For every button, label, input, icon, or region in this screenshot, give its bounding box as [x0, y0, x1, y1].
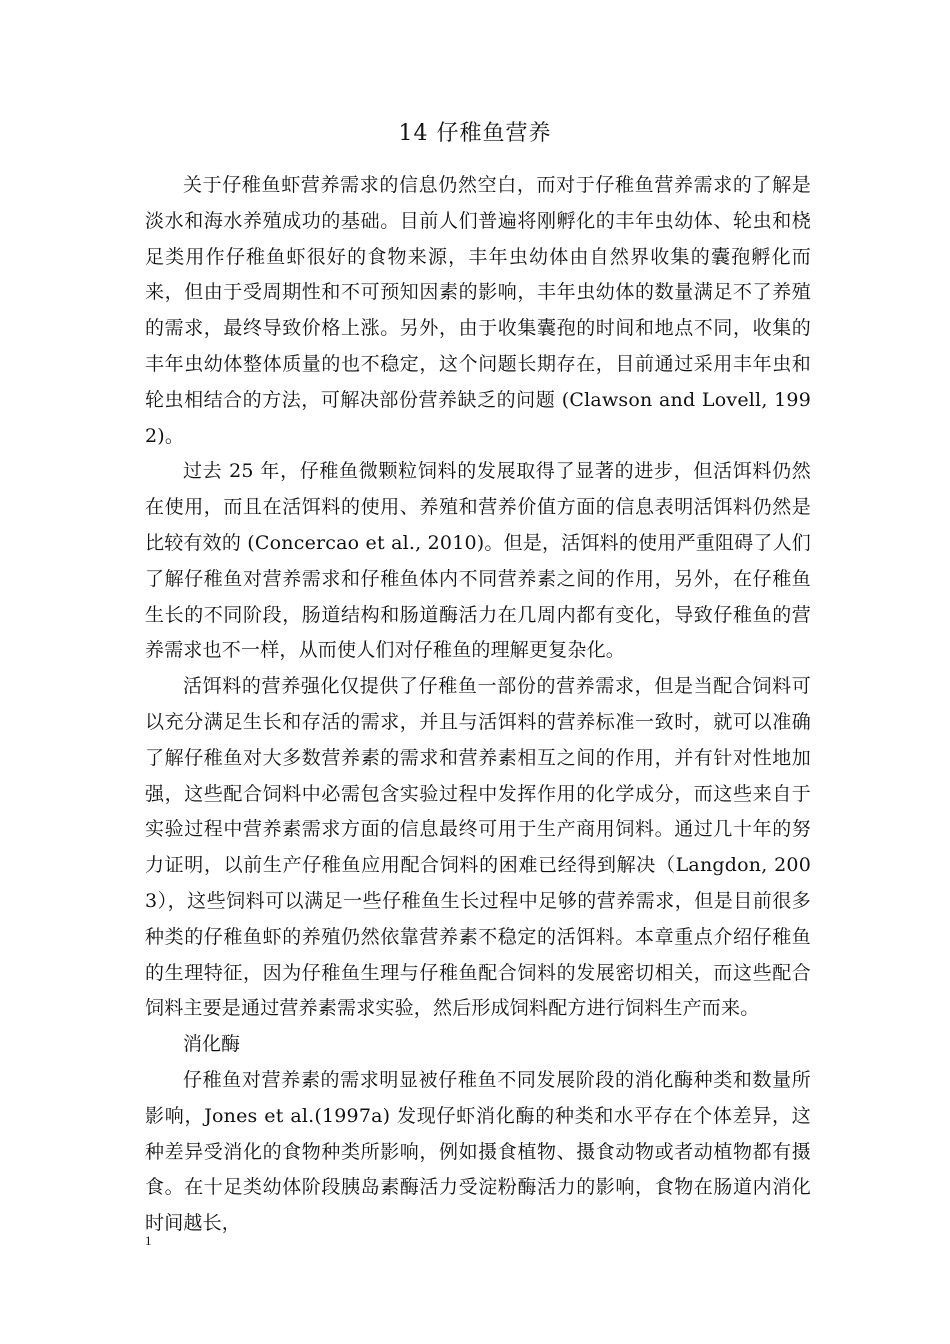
paragraph-digestive-enzymes: 仔稚鱼对营养素的需求明显被仔稚鱼不同发展阶段的消化酶种类和数量所影响，Jones et al.(1997a) 发现仔虾消化酶的种类和水平存在个体差异，这种差异受消化的食物种类所影响，例如摄食植物、摄食动物或者动植物都有摄食。在十足类幼体阶段胰岛素酶活力受淀粉酶活力的影响，食物在肠道内消化时间越长， [145, 1068, 811, 1235]
section-heading-digestive-enzymes: 消化酶 [183, 1033, 241, 1056]
document-body [145, 168, 811, 1242]
paragraph-microdiet: 过去 25 年，仔稚鱼微颗粒饲料的发展取得了显著的进步，但活饵料仍然在使用，而且在活饵料的使用、养殖和营养价值方面的信息表明活饵料仍然是比较有效的 (Concercao et al., 2010)。但是，活饵料的使用严重阻碍了人们了解仔稚鱼对营养需求和仔稚鱼体内不同营养素之间的作用，另外，在仔稚鱼生长的不同阶段，肠道结构和肠道酶活力在几周内都有变化，导致仔稚鱼的营养需求也不一样，从而使人们对仔稚鱼的理解更复杂化。 [145, 460, 811, 662]
page-title: 14 仔稚鱼营养 [398, 121, 552, 146]
paragraph-intro: 关于仔稚鱼虾营养需求的信息仍然空白，而对于仔稚鱼营养需求的了解是淡水和海水养殖成功的基础。目前人们普遍将刚孵化的丰年虫幼体、轮虫和桡足类用作仔稚鱼虾很好的食物来源，丰年虫幼体由自然界收集的囊孢孵化而来，但由于受周期性和不可预知因素的影响，丰年虫幼体的数量满足不了养殖的需求，最终导致价格上涨。另外，由于收集囊孢的时间和地点不同，收集的丰年虫幼体整体质量的也不稳定，这个问题长期存在，目前通过采用丰年虫和轮虫相结合的方法，可解决部份营养缺乏的问题 (Clawson and Lovell, 1992)。 [145, 174, 811, 447]
page-number: 1 [145, 1233, 152, 1248]
paragraph-formulated-feed: 活饵料的营养强化仅提供了仔稚鱼一部份的营养需求，但是当配合饲料可以充分满足生长和存活的需求，并且与活饵料的营养标准一致时，就可以准确了解仔稚鱼对大多数营养素的需求和营养素相互之间的作用，并有针对性地加强，这些配合饲料中必需包含实验过程中发挥作用的化学成分，而这些来自于实验过程中营养素需求方面的信息最终可用于生产商用饲料。通过几十年的努力证明，以前生产仔稚鱼应用配合饲料的困难已经得到解决（Langdon, 2003），这些饲料可以满足一些仔稚鱼生长过程中足够的营养需求，但是目前很多种类的仔稚鱼虾的养殖仍然依靠营养素不稳定的活饵料。本章重点介绍仔稚鱼的生理特征，因为仔稚鱼生理与仔稚鱼配合饲料的发展密切相关，而这些配合饲料主要是通过营养素需求实验，然后形成饲料配方进行饲料生产而来。 [145, 675, 811, 1020]
